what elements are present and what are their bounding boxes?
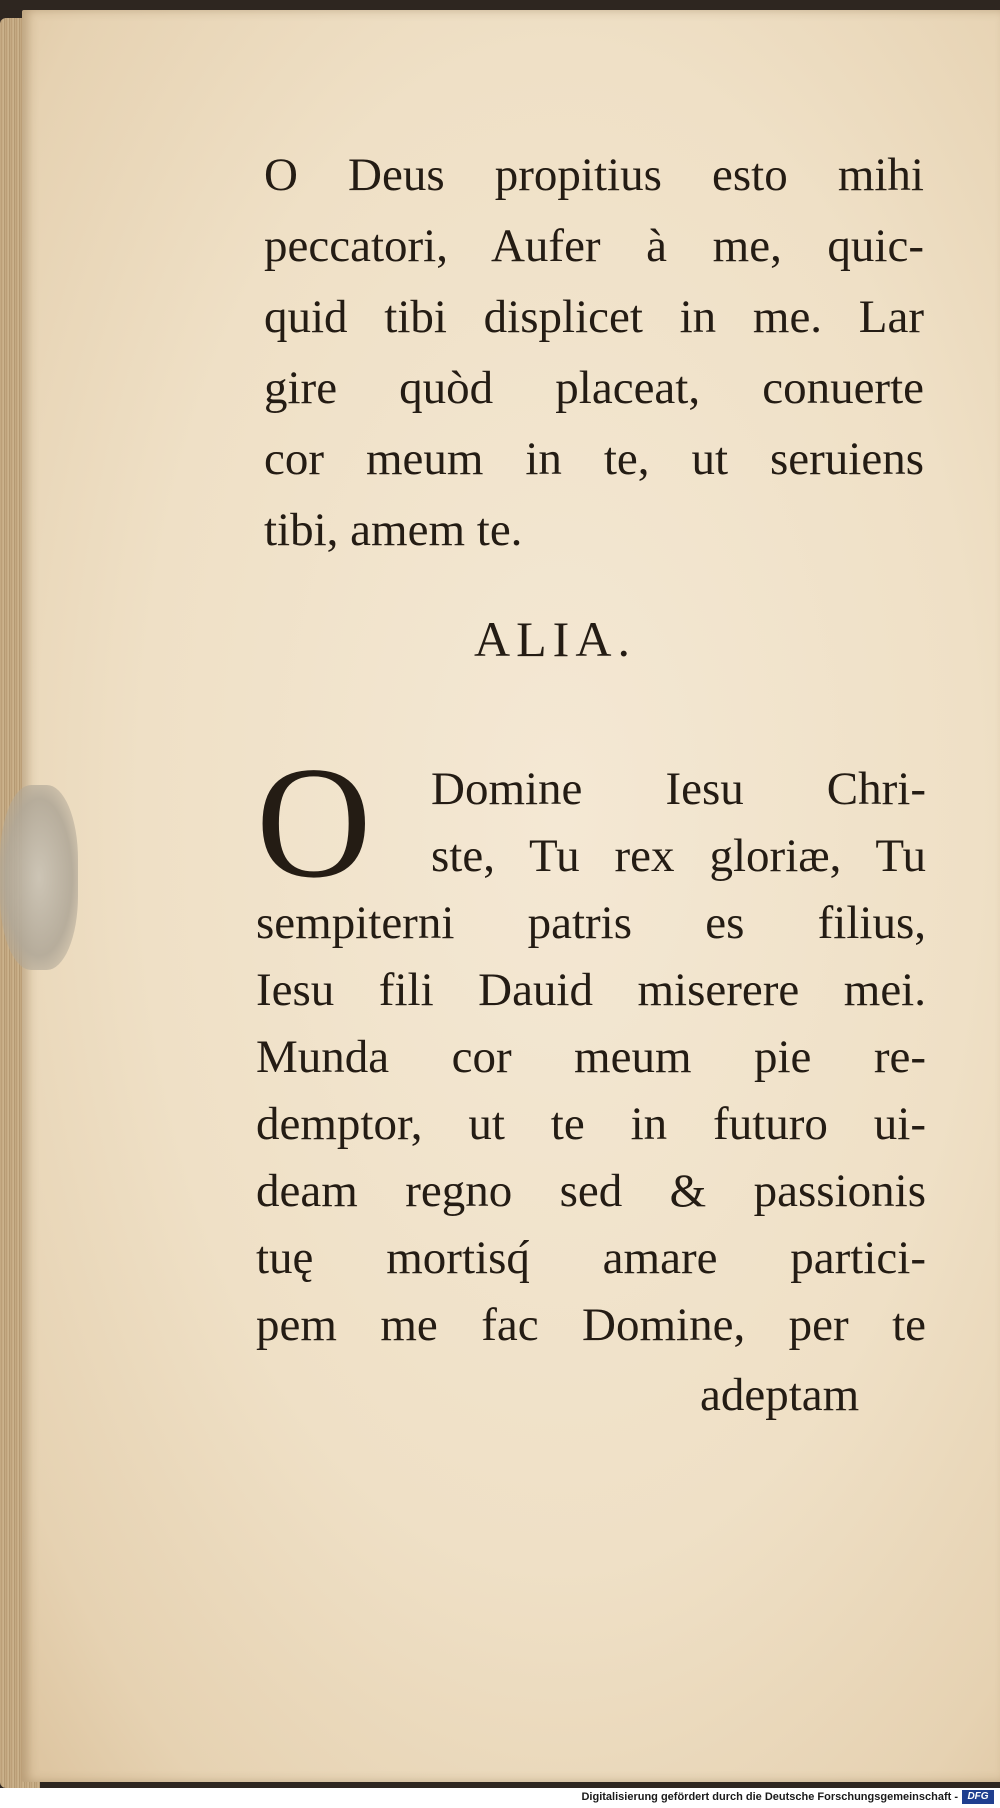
prayer-2 bbox=[256, 733, 926, 1359]
prayer-2-line: ste, Tu rex gloriæ, Tu bbox=[431, 830, 926, 882]
prayer-1-line: tibi, amem te. bbox=[264, 504, 523, 556]
prayer-2-line: tuę mortisq́ amare partici- bbox=[256, 1232, 926, 1284]
funding-credit: Digitalisierung gefördert durch die Deutsche Forschungsgemeinschaft - bbox=[581, 1791, 958, 1803]
prayer-2-line: Iesu fili Dauid miserere mei. bbox=[256, 964, 926, 1016]
prayer-1-line: cor meum in te, ut seruiens bbox=[264, 433, 924, 485]
section-heading: ALIA. bbox=[474, 611, 636, 667]
prayer-2-line: demptor, ut te in futuro ui- bbox=[256, 1098, 926, 1150]
prayer-2-line: Domine Iesu Chri- bbox=[431, 763, 926, 815]
drop-cap: O bbox=[256, 733, 372, 911]
prayer-1-line: peccatori, Aufer à me, quic- bbox=[264, 220, 924, 272]
dfg-logo: DFG bbox=[962, 1790, 994, 1804]
prayer-1-line: O Deus propitius esto mihi bbox=[264, 149, 924, 201]
digitization-footer bbox=[0, 1788, 1000, 1808]
prayer-1 bbox=[264, 140, 924, 566]
prayer-2-line: Munda cor meum pie re- bbox=[256, 1031, 926, 1083]
prayer-1-line: gire quòd placeat, conuerte bbox=[264, 362, 924, 414]
prayer-2-line: pem me fac Domine, per te bbox=[256, 1299, 926, 1351]
prayer-2-line: deam regno sed & passionis bbox=[256, 1165, 926, 1217]
prayer-1-line: quid tibi displicet in me. Lar bbox=[264, 291, 924, 343]
page-stain bbox=[0, 785, 78, 970]
prayer-2-line: sempiterni patris es filius, bbox=[256, 897, 926, 949]
catchword: adeptam bbox=[700, 1369, 860, 1421]
